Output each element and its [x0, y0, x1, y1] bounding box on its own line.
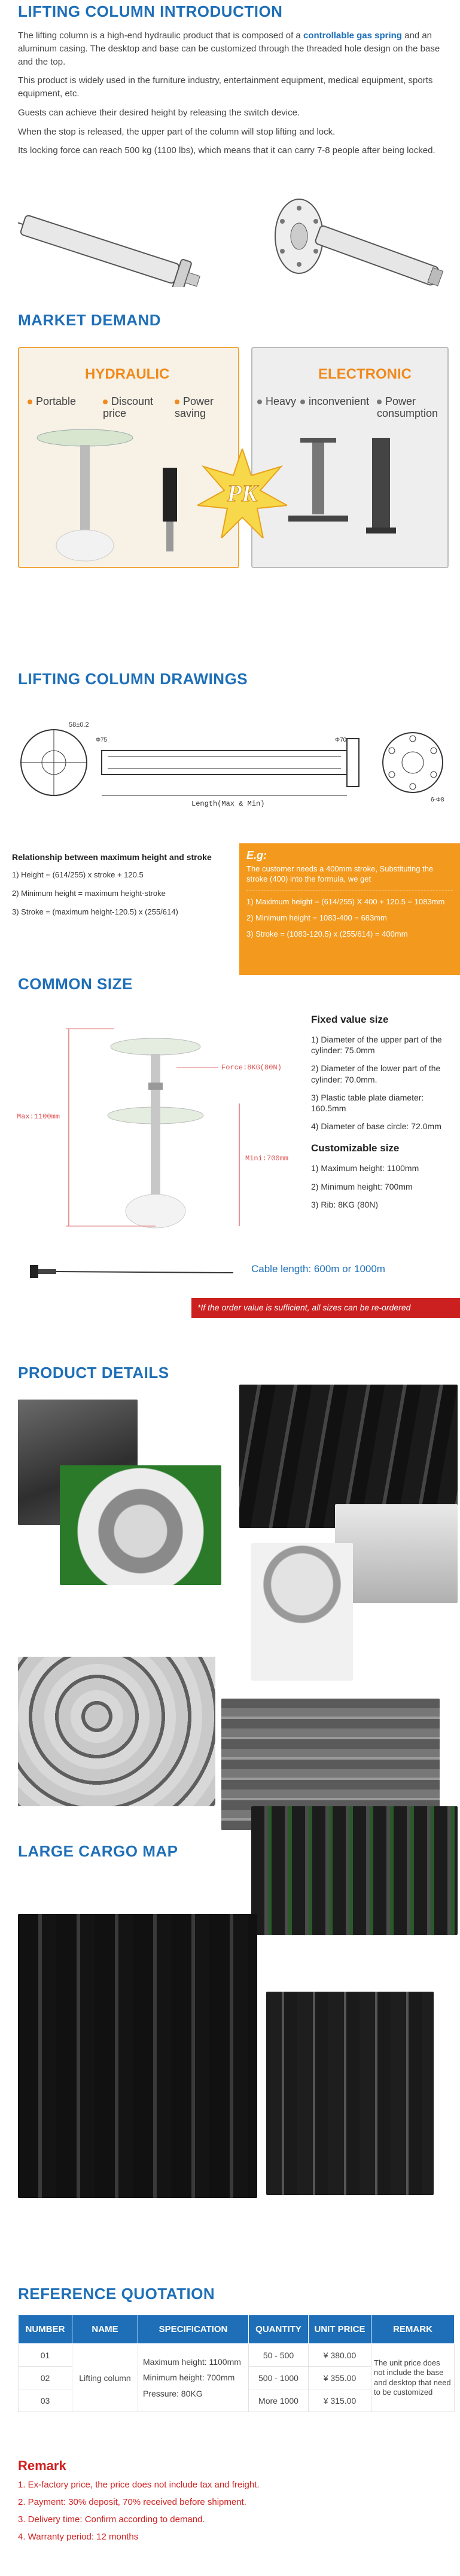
bullet-icon	[300, 400, 305, 404]
intro-text	[0, 29, 460, 157]
pk-starburst-icon	[197, 449, 287, 538]
photo-base-plate	[60, 1465, 221, 1585]
header-name: NAME	[72, 2315, 138, 2344]
fixed-2: 2) Diameter of the lower part of the cylinder: 70.0mm.	[311, 1063, 441, 1084]
cargo-title: LARGE CARGO MAP	[18, 1842, 178, 1860]
relationship-1: 1) Height = (614/255) x stroke + 120.5	[12, 870, 144, 879]
cargo-section	[0, 1842, 460, 1861]
table-header-row	[19, 2315, 455, 2344]
technical-drawing	[12, 706, 449, 825]
header-number: NUMBER	[19, 2315, 72, 2344]
custom-3: 3) Rib: 8KG (80N)	[311, 1199, 379, 1209]
example-intro: The customer needs a 400mm stroke, Substituting the stroke (400) into the formula, we get	[246, 864, 434, 883]
size-specs	[311, 1014, 455, 1217]
cell-number: 02	[19, 2367, 72, 2389]
cell-number: 01	[19, 2344, 72, 2367]
table-dimension-svg	[12, 999, 299, 1250]
bullet-icon	[28, 400, 32, 404]
order-note-banner: *If the order value is sufficient, all sizes can be re-ordered	[191, 1298, 460, 1318]
cell-price: ¥ 355.00	[309, 2367, 371, 2389]
cable-length-label: Cable length: 600m or 1000m	[251, 1263, 385, 1275]
feature-inconvenient: inconvenient	[300, 396, 369, 408]
intro-paragraph-1: The lifting column is a high-end hydraulic product that is composed of a controllable gas spring and an aluminum casing. The desktop and base can be customized through the threaded hole design on the base and the top.	[18, 31, 440, 67]
drawings-title: LIFTING COLUMN DRAWINGS	[18, 670, 248, 688]
remark-item-3: 3. Delivery time: Confirm according to demand.	[18, 2514, 205, 2525]
cell-number: 03	[19, 2389, 72, 2412]
common-size-section	[0, 975, 460, 1312]
photo-flanges	[18, 1657, 215, 1806]
pk-label: PK	[227, 480, 258, 507]
relationship-3: 3) Stroke = (maximum height-120.5) x (255/614)	[12, 907, 178, 916]
intro-paragraph-2: This product is widely used in the furniture industry, entertainment equipment, medical equipment, sports equipment, etc.	[18, 75, 433, 99]
feature-discount: Discount price	[103, 395, 154, 419]
fixed-3: 3) Plastic table plate diameter: 160.5mm	[311, 1092, 424, 1113]
intro-paragraph-3: Guests can achieve their desired height by releasing the switch device.	[18, 107, 300, 118]
fixed-4: 4) Diameter of base circle: 72.0mm	[311, 1121, 441, 1132]
fixed-title: Fixed value size	[311, 1014, 389, 1025]
remark-item-4: 4. Warranty period: 12 months	[18, 2532, 139, 2542]
intro-product-images	[18, 167, 449, 287]
example-2: 2) Minimum height = 1083-400 = 683mm	[246, 913, 387, 922]
remark-item-1: 1. Ex-factory price, the price does not include tax and freight.	[18, 2480, 260, 2490]
photo-column-top	[335, 1504, 458, 1603]
product-details-section	[0, 1364, 460, 1382]
custom-title: Customizable size	[311, 1142, 400, 1154]
header-remark: REMARK	[371, 2315, 455, 2344]
feature-power-saving: Power saving	[175, 395, 214, 419]
example-box	[239, 843, 460, 975]
svg-text:Φ70: Φ70	[335, 737, 347, 743]
svg-text:Φ75: Φ75	[96, 737, 108, 743]
svg-text:58±0.2: 58±0.2	[69, 721, 89, 728]
bullet-icon	[377, 400, 382, 404]
remark-title: Remark	[18, 2458, 66, 2473]
hydraulic-label: HYDRAULIC	[85, 366, 170, 382]
max-height-label: Max:1100mm	[17, 1112, 60, 1121]
cable-row	[18, 1256, 455, 1286]
column-drawing-svg	[12, 706, 449, 825]
bullet-icon	[175, 400, 179, 404]
electronic-label: ELECTRONIC	[318, 366, 412, 382]
cell-name: Lifting column	[72, 2344, 138, 2412]
force-label: Force:8KG(80N)	[221, 1063, 282, 1072]
table-row	[19, 2344, 455, 2367]
example-1: 1) Maximum height = (614/255) X 400 + 120.5 = 1083mm	[246, 897, 445, 906]
relationship-2: 2) Minimum height = maximum height-stroke	[12, 889, 166, 898]
quotation-title: REFERENCE QUOTATION	[18, 2285, 215, 2303]
feature-heavy: Heavy	[257, 396, 296, 408]
svg-text:6-Φ8: 6-Φ8	[431, 797, 444, 803]
cable-illustration	[18, 1256, 245, 1286]
bullet-icon	[257, 400, 262, 404]
cell-specification: Maximum height: 1100mm Minimum height: 700mm Pressure: 80KG	[138, 2344, 249, 2412]
market-demand-section	[0, 311, 460, 507]
example-title: E.g:	[246, 849, 267, 861]
custom-2: 2) Minimum height: 700mm	[311, 1181, 413, 1191]
details-title: PRODUCT DETAILS	[18, 1364, 169, 1382]
market-title: MARKET DEMAND	[18, 311, 162, 329]
header-unit-price: UNIT PRICE	[309, 2315, 371, 2344]
comparison-panels	[18, 347, 449, 568]
remark-block	[18, 2458, 449, 2549]
lifting-column-illustration	[18, 167, 449, 287]
cell-quantity: 50 - 500	[249, 2344, 309, 2367]
header-quantity: QUANTITY	[249, 2315, 309, 2344]
intro-section	[0, 0, 460, 163]
cell-price: ¥ 315.00	[309, 2389, 371, 2412]
size-diagram	[12, 999, 299, 1250]
intro-paragraph-5: Its locking force can reach 500 kg (1100 lbs), which means that it can carry 7-8 people after being locked.	[18, 145, 435, 156]
drawings-section	[0, 670, 460, 938]
height-stroke-relationship	[12, 852, 233, 926]
min-height-label: Mini:700mm	[245, 1154, 289, 1163]
photo-warehouse-3	[266, 1992, 434, 2195]
photo-warehouse-2	[18, 1914, 257, 2198]
photo-warehouse-1	[251, 1806, 458, 1935]
feature-portable: Portable	[28, 396, 76, 408]
fixed-1: 1) Diameter of the upper part of the cylinder: 75.0mm	[311, 1035, 442, 1056]
cell-price: ¥ 380.00	[309, 2344, 371, 2367]
photo-column-mounted	[251, 1543, 353, 1681]
bullet-icon	[103, 400, 108, 404]
remark-item-2: 2. Payment: 30% deposit, 70% received before shipment.	[18, 2497, 246, 2507]
custom-1: 1) Maximum height: 1100mm	[311, 1163, 419, 1173]
header-specification: SPECIFICATION	[138, 2315, 249, 2344]
intro-title: LIFTING COLUMN INTRODUCTION	[18, 2, 283, 20]
relationship-title: Relationship between maximum height and stroke	[12, 852, 212, 862]
intro-paragraph-4: When the stop is released, the upper part of the column will stop lifting and lock.	[18, 126, 336, 137]
cell-quantity: 500 - 1000	[249, 2367, 309, 2389]
length-label: Length(Max & Min)	[191, 800, 265, 808]
example-3: 3) Stroke = (1083-120.5) x (255/614) = 400mm	[246, 929, 408, 938]
common-size-title: COMMON SIZE	[18, 975, 133, 993]
quotation-section	[0, 2285, 460, 2542]
quotation-table	[18, 2315, 455, 2412]
feature-power-consumption: Power consumption	[377, 395, 438, 419]
cell-quantity: More 1000	[249, 2389, 309, 2412]
cell-remark: The unit price does not include the base and desktop that need to be customized	[371, 2344, 455, 2412]
